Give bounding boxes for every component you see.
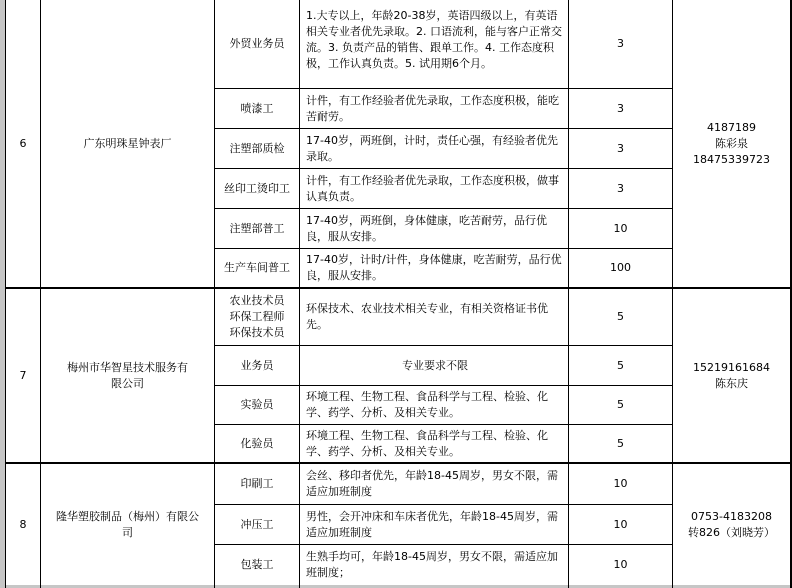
job-requirements: 生熟手均可，年龄18-45周岁，男女不限，需适应加班制度； [306, 550, 558, 579]
job-requirements: 计件，有工作经验者优先录取，工作态度积极，做事认真负责。 [306, 173, 559, 203]
job-title: 注塑部质检 [229, 141, 285, 155]
job-headcount: 3 [617, 181, 624, 195]
job-title: 化验员 [240, 436, 274, 450]
job-headcount: 100 [610, 261, 631, 274]
contact-person: 陈彩泉 [715, 136, 748, 150]
job-title: 喷漆工 [240, 101, 274, 115]
job-requirements: 计件，有工作经验者优先录取，工作态度积极，能吃苦耐劳。 [306, 93, 559, 123]
job-headcount: 10 [613, 558, 628, 571]
job-headcount: 5 [617, 310, 624, 323]
job-title: 冲压工 [240, 517, 274, 531]
contact-info [673, 464, 790, 585]
job-headcount: 3 [617, 141, 624, 155]
job-title: 生产车间普工 [224, 261, 290, 274]
job-title: 业务员 [240, 358, 274, 372]
job-headcount: 3 [617, 101, 624, 115]
job-requirements: 会丝、移印者优先，年龄18-45周岁，男女不限，需适应加班制度 [306, 469, 558, 498]
job-title: 农业技术员 环保工程师 环保技术员 [229, 294, 285, 339]
job-title: 包装工 [240, 558, 274, 571]
job-title: 注塑部普工 [229, 221, 285, 235]
job-headcount: 10 [613, 221, 628, 235]
job-requirements: 环境工程、生物工程、食品科学与工程、检验、化学、药学、分析、及相关专业。 [306, 428, 548, 458]
contact-info [673, 289, 790, 462]
job-requirements: 环境工程、生物工程、食品科学与工程、检验、化学、药学、分析、及相关专业。 [306, 390, 548, 419]
job-headcount: 5 [617, 358, 624, 372]
job-requirements: 17-40岁，计时/计件，身体健康，吃苦耐劳，品行优良，服从安排。 [306, 253, 562, 282]
job-title: 外贸业务员 [229, 37, 285, 50]
job-headcount: 10 [613, 477, 628, 490]
contact-phone: 0753-4183208 [691, 509, 772, 523]
company-name: 广东明珠星钟表厂 [83, 136, 172, 150]
contact-person: 陈东庆 [715, 376, 748, 390]
job-requirements: 1.大专以上，年龄20-38岁，英语四级以上，有英语相关专业者优先录取。2. 口语流利，能与客户正常交流。3. 负责产品的销售、跟单工作。4. 工作态度积极，工作认真负责。5. 试用期6个月。 [306, 8, 562, 70]
job-headcount: 5 [617, 398, 624, 411]
contact-mobile: 15219161684 [693, 360, 770, 374]
row-number: 8 [19, 517, 27, 531]
job-headcount: 5 [617, 436, 624, 450]
job-title: 丝印工烫印工 [224, 181, 290, 195]
contact-mobile: 18475339723 [693, 152, 770, 166]
row-number: 7 [19, 368, 27, 382]
job-headcount: 3 [617, 37, 624, 50]
job-requirements: 17-40岁，两班倒，身体健康，吃苦耐劳，品行优良，服从安排。 [306, 213, 547, 243]
contact-extension: 转826（刘晓芳） [688, 525, 775, 539]
contact-info [673, 0, 790, 287]
company-name: 梅州市华智星技术服务有限公司 [67, 360, 188, 390]
job-requirements: 17-40岁，两班倒，计时，责任心强，有经验者优先录取。 [306, 133, 558, 163]
company-name: 隆华塑胶制品（梅州）有限公司 [56, 509, 199, 539]
job-headcount: 10 [613, 517, 628, 531]
job-title: 印刷工 [240, 477, 274, 490]
row-number: 6 [19, 136, 27, 150]
contact-phone: 4187189 [707, 120, 756, 134]
job-title: 实验员 [240, 398, 274, 411]
job-requirements: 专业要求不限 [402, 358, 468, 372]
job-requirements: 环保技术、农业技术相关专业，有相关资格证书优先。 [306, 302, 548, 331]
job-requirements: 男性，会开冲床和车床者优先，年龄18-45周岁，需适应加班制度 [306, 509, 558, 539]
